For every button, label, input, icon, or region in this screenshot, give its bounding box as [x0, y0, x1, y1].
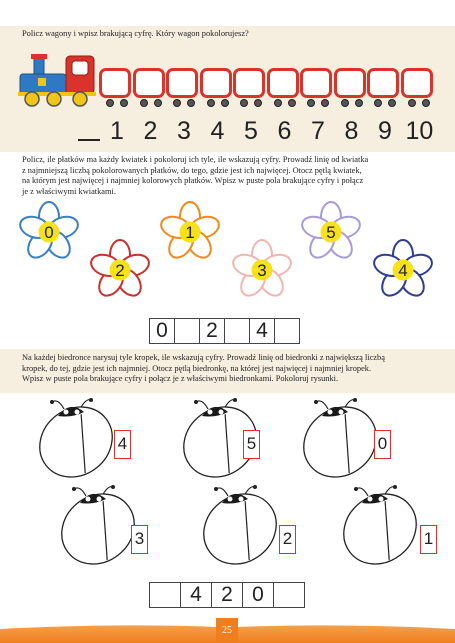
- flower-box-0: 0: [149, 318, 175, 344]
- ladybug-instruction-line-2: kropek, do tej, gdzie jest ich najmniej. Otocz pętlą biedronkę, na której jest najwięcej i najmniej kropek.: [22, 363, 372, 373]
- flower-instruction: [22, 155, 437, 197]
- flower-3: [230, 240, 293, 300]
- flower-blank-box[interactable]: [174, 318, 200, 344]
- number-3: 3: [177, 117, 191, 145]
- wheel-icon: [106, 99, 114, 107]
- ladybug-number-4: 4: [114, 430, 131, 459]
- wheel-icon: [140, 99, 148, 107]
- ladybug-number-2: 2: [279, 525, 296, 554]
- ladybug[interactable]: [330, 480, 431, 579]
- ladybug-blank-box[interactable]: [149, 582, 181, 608]
- flower-instruction-line-4: je z właściwymi kwiatkami.: [22, 186, 116, 196]
- flower-2: [88, 240, 151, 300]
- flower-blank-box[interactable]: [224, 318, 250, 344]
- number-2: 2: [143, 117, 158, 145]
- wheel-icon: [221, 99, 229, 107]
- ladybug-instruction-line-3: Wpisz w puste pola brakujące cyfry i połącz je z właściwymi biedronkami. Pokoloruj rysunki.: [22, 374, 339, 384]
- flower-0: [17, 202, 80, 262]
- flowers-area: [0, 196, 455, 306]
- number-1: 1: [110, 117, 124, 145]
- number-4: 4: [210, 117, 225, 145]
- flower-label: 5: [326, 223, 336, 242]
- number-5: 5: [244, 117, 258, 145]
- wheel-icon: [307, 99, 315, 107]
- wheel-icon: [274, 99, 282, 107]
- wheel-icon: [173, 99, 181, 107]
- flower-label: 0: [44, 223, 54, 242]
- wheel-icon: [408, 99, 416, 107]
- ladybug-blank-box[interactable]: [273, 582, 305, 608]
- wheel-icon: [154, 99, 162, 107]
- ladybug-number-0: 0: [374, 430, 391, 459]
- ladybug-box-2: 2: [211, 582, 243, 608]
- wagon: [233, 68, 265, 98]
- number-6: 6: [277, 117, 292, 145]
- ladybug-box-0: 0: [242, 582, 274, 608]
- wheel-icon: [422, 99, 430, 107]
- wagon: [99, 68, 131, 98]
- wagon: [300, 68, 332, 98]
- flower-blank-box[interactable]: [274, 318, 300, 344]
- page-number: 25: [216, 618, 238, 643]
- train-instruction: Policz wagony i wpisz brakującą cyfrę. Który wagon pokolorujesz?: [22, 29, 249, 38]
- flower-label: 1: [185, 223, 195, 242]
- answer-blank[interactable]: [78, 139, 100, 141]
- ladybug-number-5: 5: [243, 430, 260, 459]
- flower-5: [299, 202, 362, 262]
- flower-1: [158, 202, 221, 262]
- number-7: 7: [311, 117, 325, 145]
- wheel-icon: [207, 99, 215, 107]
- flower-4: [371, 240, 434, 300]
- flower-instruction-line-1: Policz, ile płatków ma każdy kwiatek i pokoloruj ich tyle, ile wskazują cyfry. Prowadź linię od kwiatka: [22, 155, 369, 164]
- ladybug[interactable]: [26, 395, 127, 491]
- wagon: [133, 68, 165, 98]
- ladybug-number-3: 3: [131, 525, 148, 554]
- flower-label: 3: [257, 261, 267, 280]
- number-9: 9: [378, 117, 392, 145]
- wagon: [166, 68, 198, 98]
- wagon: [334, 68, 366, 98]
- wheel-icon: [254, 99, 262, 107]
- wheel-icon: [187, 99, 195, 107]
- wagon: [367, 68, 399, 98]
- ladybug-instruction-line-1: Na każdej biedronce narysuj tyle kropek, ile wskazują cyfry. Prowadź linię od biedronki z największą liczbą: [22, 353, 385, 362]
- wheel-icon: [120, 99, 128, 107]
- ladybugs-area: [0, 395, 455, 585]
- wagon: [200, 68, 232, 98]
- number-8: 8: [344, 117, 359, 145]
- wheel-icon: [288, 99, 296, 107]
- number-10: 10: [405, 117, 434, 145]
- ladybug-number-1: 1: [420, 525, 437, 554]
- wagon: [401, 68, 433, 98]
- flower-label: 4: [398, 261, 408, 280]
- flower-box-4: 4: [249, 318, 275, 344]
- flower-instruction-line-3: na którym jest najwięcej i najmniej kolorowych płatków. Wpisz w puste pola brakujące cyfry i połącz: [22, 176, 364, 186]
- wheel-icon: [388, 99, 396, 107]
- wagon: [267, 68, 299, 98]
- wheel-icon: [355, 99, 363, 107]
- ladybug-box-4: 4: [180, 582, 212, 608]
- wheel-icon: [341, 99, 349, 107]
- flower-label: 2: [115, 261, 125, 280]
- ladybug[interactable]: [190, 480, 291, 579]
- flower-instruction-line-2: z najmniejszą liczbą pokolorowanych płatków, do tego, gdzie jest ich najwięcej. Otocz pętlą kwiatek,: [22, 165, 362, 175]
- wheel-icon: [374, 99, 382, 107]
- wheel-icon: [321, 99, 329, 107]
- flower-box-2: 2: [199, 318, 225, 344]
- wheel-icon: [240, 99, 248, 107]
- ladybug-instruction: [22, 353, 437, 385]
- locomotive-icon: [18, 52, 98, 108]
